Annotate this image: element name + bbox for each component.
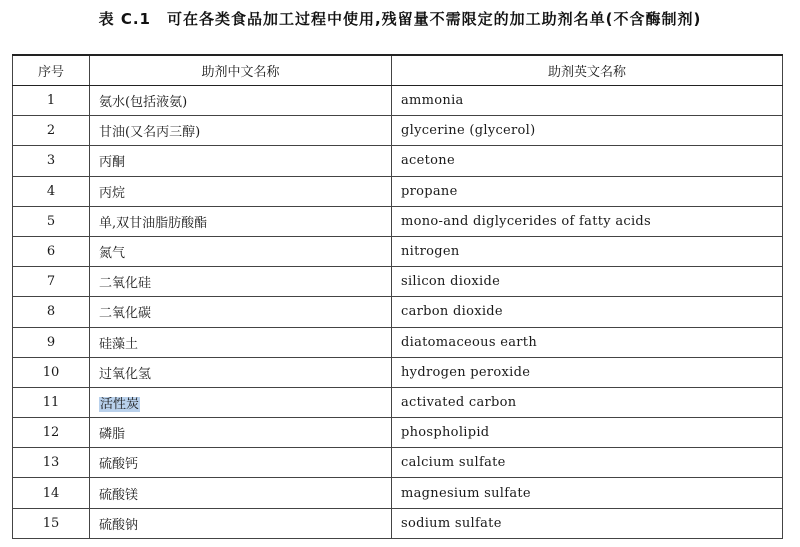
row-english-name[interactable]: hydrogen peroxide [392,357,783,387]
table-row [13,297,783,327]
row-english-name[interactable]: magnesium sulfate [392,478,783,508]
row-serial-no: 9 [13,327,90,357]
row-chinese-name[interactable]: 氨水(包括液氨) [90,86,392,116]
table-row [13,206,783,236]
row-english-name[interactable]: nitrogen [392,236,783,266]
table-row [13,448,783,478]
row-chinese-name[interactable] [90,387,392,417]
row-chinese-name[interactable]: 丙烷 [90,176,392,206]
row-chinese-name[interactable]: 硫酸镁 [90,478,392,508]
table-title: 表 C.1 可在各类食品加工过程中使用,残留量不需限定的加工助剂名单(不含酶制剂) [98,10,702,28]
row-serial-no: 14 [13,478,90,508]
table-row [13,267,783,297]
row-serial-no: 15 [13,508,90,538]
table-row [13,387,783,417]
row-serial-no: 8 [13,297,90,327]
table-row [13,478,783,508]
table-header-row [13,55,783,86]
row-chinese-name[interactable]: 丙酮 [90,146,392,176]
row-english-name[interactable]: glycerine (glycerol) [392,116,783,146]
row-serial-no: 2 [13,116,90,146]
row-english-name[interactable]: silicon dioxide [392,267,783,297]
row-serial-no: 5 [13,206,90,236]
row-english-name[interactable]: mono-and diglycerides of fatty acids [392,206,783,236]
header-english-name: 助剂英文名称 [392,55,783,86]
header-chinese-name: 助剂中文名称 [90,55,392,86]
row-chinese-name[interactable]: 氮气 [90,236,392,266]
header-serial-no: 序号 [13,55,90,86]
row-english-name[interactable]: acetone [392,146,783,176]
table-row [13,86,783,116]
row-english-name[interactable]: diatomaceous earth [392,327,783,357]
row-english-name[interactable]: phospholipid [392,418,783,448]
row-english-name[interactable]: sodium sulfate [392,508,783,538]
row-serial-no: 11 [13,387,90,417]
row-chinese-name[interactable]: 硫酸钙 [90,448,392,478]
row-serial-no: 4 [13,176,90,206]
table-row [13,357,783,387]
row-serial-no: 12 [13,418,90,448]
row-english-name[interactable]: ammonia [392,86,783,116]
processing-aids-table [12,54,783,539]
row-serial-no: 3 [13,146,90,176]
row-serial-no: 13 [13,448,90,478]
row-chinese-name[interactable]: 硫酸钠 [90,508,392,538]
row-chinese-name[interactable]: 磷脂 [90,418,392,448]
table-row [13,116,783,146]
row-serial-no: 10 [13,357,90,387]
table-row [13,327,783,357]
row-english-name[interactable]: calcium sulfate [392,448,783,478]
row-serial-no: 7 [13,267,90,297]
row-chinese-name[interactable]: 甘油(又名丙三醇) [90,116,392,146]
table-row [13,508,783,538]
row-chinese-name[interactable]: 过氧化氢 [90,357,392,387]
row-serial-no: 1 [13,86,90,116]
row-chinese-name[interactable]: 二氧化碳 [90,297,392,327]
table-row [13,176,783,206]
selected-text-highlight[interactable]: 活性炭 [100,396,140,412]
row-chinese-name[interactable]: 二氧化硅 [90,267,392,297]
row-english-name[interactable]: propane [392,176,783,206]
table-row [13,146,783,176]
table-row [13,236,783,266]
row-serial-no: 6 [13,236,90,266]
row-chinese-name[interactable]: 硅藻土 [90,327,392,357]
table-row [13,418,783,448]
row-chinese-name[interactable]: 单,双甘油脂肪酸酯 [90,206,392,236]
row-english-name[interactable]: carbon dioxide [392,297,783,327]
row-english-name[interactable]: activated carbon [392,387,783,417]
